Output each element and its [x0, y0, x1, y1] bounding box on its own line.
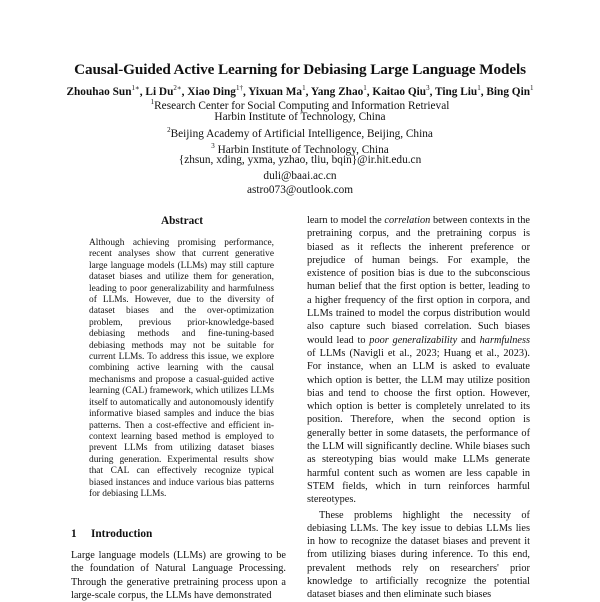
affiliation-text: Beijing Academy of Artificial Intelligence, Beijing, China [170, 127, 433, 140]
affiliation-text: Research Center for Social Computing and Information Retrieval [154, 99, 450, 112]
affiliation-text: {zhsun, xding, yxma, yzhao, tliu, bqin}@ir.hit.edu.cn [178, 154, 422, 166]
affiliation-line [0, 154, 600, 167]
affiliation-marker: 3 [211, 142, 215, 150]
abstract-text: Although achieving promising performance, recent analyses show that current generative large language models (LLMs) may still capture dataset biases and utilize them for generation, leading to poor generalizability and harmfulness of LLMs. However, due to the diversity of dataset biases and the over-optimization problem, previous prior-knowledge-based debiasing methods and fine-tuning-based debiasing methods may not be suitable for current LLMs. To address this issue, we explore combining active learning with the causal mechanisms and propose a casual-guided active learning (CAL) framework, which utilizes LLMs itself to automatically and autonomously identify informative biased samples and induce the bias patterns. Then a cost-effective and efficient in-context learning based method is employed to prevent LLMs from utilizing dataset biases during generation. Experimental results show that CAL can effectively recognize typical biased instances and induce various bias patterns for debiasing LLMs. [89, 238, 274, 499]
affiliation-line [0, 184, 600, 197]
paper-title: Causal-Guided Active Learning for Debiasing Large Language Models [74, 61, 526, 78]
author-name: Zhouhao Sun [66, 85, 132, 98]
section-heading-introduction [71, 528, 152, 540]
emphasized-term: correlation [384, 215, 431, 226]
text-run: and [457, 334, 480, 346]
author-name: Yang Zhao [310, 85, 364, 98]
affiliation-line [0, 111, 600, 124]
author-affiliation-marker: 1 [477, 84, 481, 92]
affiliation-text: duli@baai.ac.cn [263, 170, 337, 182]
author-name: Xiao Ding [187, 85, 236, 98]
author-affiliation-marker: 1 [530, 84, 534, 92]
author-name: Kaitao Qiu [372, 85, 427, 98]
author-affiliation-marker: 1∗ [131, 84, 140, 92]
text-run: learn to model the [307, 215, 385, 226]
introduction-text: Large language models (LLMs) are growing to be the foundation of Natural Language Processing. Through the generative pretraining process upon a large-scale corpus, the LLMs have demonstrated [71, 550, 286, 601]
affiliation-marker: 1 [150, 98, 155, 106]
section-number: 1 [71, 528, 77, 540]
affiliation-marker: 2 [167, 126, 171, 134]
text-run: of LLMs (Navigli et al., 2023; Huang et al., 2023). For instance, when an LLM is asked to evaluate which option is better, the LLM may utilize position bias and tend to choose the first option. However, which option is better is completely unrelated to its position. Therefore, when the second option is generally better in some datasets, the performance of the LLM will significantly decline. While biases such as stereotyping bias would make LLMs generate harmful content such as women are less capable in STEM fields, which in turn reinforces harmful stereotypes. [307, 347, 530, 506]
author-affiliation-marker: 2∗ [173, 84, 182, 92]
right-column-paragraph [307, 214, 530, 507]
author-name: Li Du [145, 85, 174, 98]
right-column-paragraph: These problems highlight the necessity of debiasing LLMs. The key issue to debias LLMs lies in how to recognize the dataset biases and prevent it from utilizing biases during inference. To this end, prevalent methods rely on researchers' prior knowledge to artificially recognize the potential dataset biases and then eliminate such biases [307, 509, 530, 601]
author-list: Zhouhao Sun$^{1∗}$, Li $Du^{2∗}$, Xiao Ding$^{1\dagger}$, Yixuan Ma$^1$, Yang Zhao$^1$, Kaitao Qiu$^3$, Ting Liu$^1$, Bing Qin$^1$ [66, 84, 534, 98]
author-name: Yixuan Ma [248, 85, 303, 98]
affiliation-text: Harbin Institute of Technology, China [214, 143, 389, 156]
emphasized-term: harmfulness [479, 334, 530, 346]
author-name: Bing Qin [486, 85, 531, 98]
author-name: Ting Liu [435, 85, 478, 98]
affiliation-line [0, 170, 600, 183]
right-column [307, 214, 530, 602]
author-affiliation-marker: 1 [363, 84, 367, 92]
author-affiliation-marker: 1† [235, 84, 243, 92]
text-run: between contexts in the pretraining corpus, and the pretraining corpus is biased as it reflects the inherent preference or prejudice of human beings. For example, the existence of position bias is due to the subconscious human belief that the first option is better, leading to a higher frequency of the first option in corpora, and LLMs trained to model the corpus distribution would also capture such biased correlation. Such biases would lead to [307, 215, 530, 346]
abstract-heading: Abstract [160, 215, 204, 227]
emphasized-term: poor generalizability [369, 334, 458, 346]
affiliation-text: astro073@outlook.com [246, 184, 354, 196]
section-title: Introduction [91, 528, 153, 540]
author-affiliation-marker: 3 [426, 84, 430, 92]
affiliation-line [0, 124, 600, 141]
author-affiliation-marker: 1 [302, 84, 306, 92]
affiliation-text: Harbin Institute of Technology, China [214, 111, 386, 123]
